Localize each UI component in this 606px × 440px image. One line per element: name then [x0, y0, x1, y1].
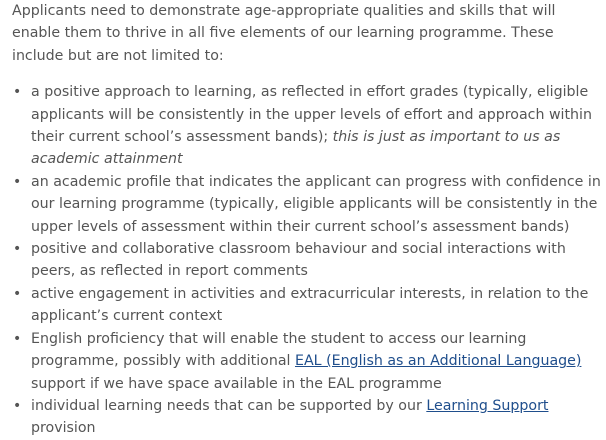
list-item-text: a positive approach to learning, as reflected in effort grades (typically, eligible applicants will be consistently in the upper levels of effort and approach within their current school’s assessment bands); — [31, 84, 592, 146]
list-item-text-before: English proficiency that will enable the student to access our learning programme, possibly with additional — [31, 330, 527, 370]
bullet-icon: • — [13, 241, 22, 258]
emphasis-text: this is just as important to us as academic attainment — [31, 129, 561, 168]
list-item-text-after: support if we have space available in the EAL programme — [31, 375, 442, 392]
list-item-text-after: provision — [31, 420, 96, 437]
bullet-icon: • — [13, 285, 22, 302]
list-item-text: active engagement in activities and extracurricular interests, in relation to the applicant’s current context — [31, 285, 589, 325]
bullet-icon: • — [13, 397, 22, 414]
list-item-text: positive and collaborative classroom behaviour and social interactions with peers, as reflected in report comments — [31, 241, 566, 280]
learning-support-link[interactable]: Learning Support — [426, 397, 549, 414]
bullet-icon: • — [13, 84, 22, 101]
bullet-icon: • — [13, 173, 22, 190]
list-item-positive-approach — [12, 81, 602, 171]
eal-link[interactable]: EAL (English as an Additional Language) — [294, 353, 582, 370]
list-item-active-engagement — [12, 283, 602, 328]
intro-paragraph: Applicants need to demonstrate age-appropriate qualities and skills that will enable them to thrive in all five elements of our learning programme. These include but are not limited to: — [12, 3, 556, 64]
requirements-list — [12, 81, 602, 440]
list-item-text: an academic profile that indicates the applicant can progress with confidence in our learning programme (typically, eligible applicants will be consistently in the upper levels of assessment within their current school’s assessment bands) — [31, 173, 601, 235]
list-item-academic-profile — [12, 171, 602, 238]
list-item-english-proficiency — [12, 328, 602, 395]
bullet-icon: • — [13, 330, 22, 347]
list-item-text-before: individual learning needs that can be supported by our — [31, 397, 427, 414]
list-item-classroom-behaviour — [12, 238, 602, 283]
